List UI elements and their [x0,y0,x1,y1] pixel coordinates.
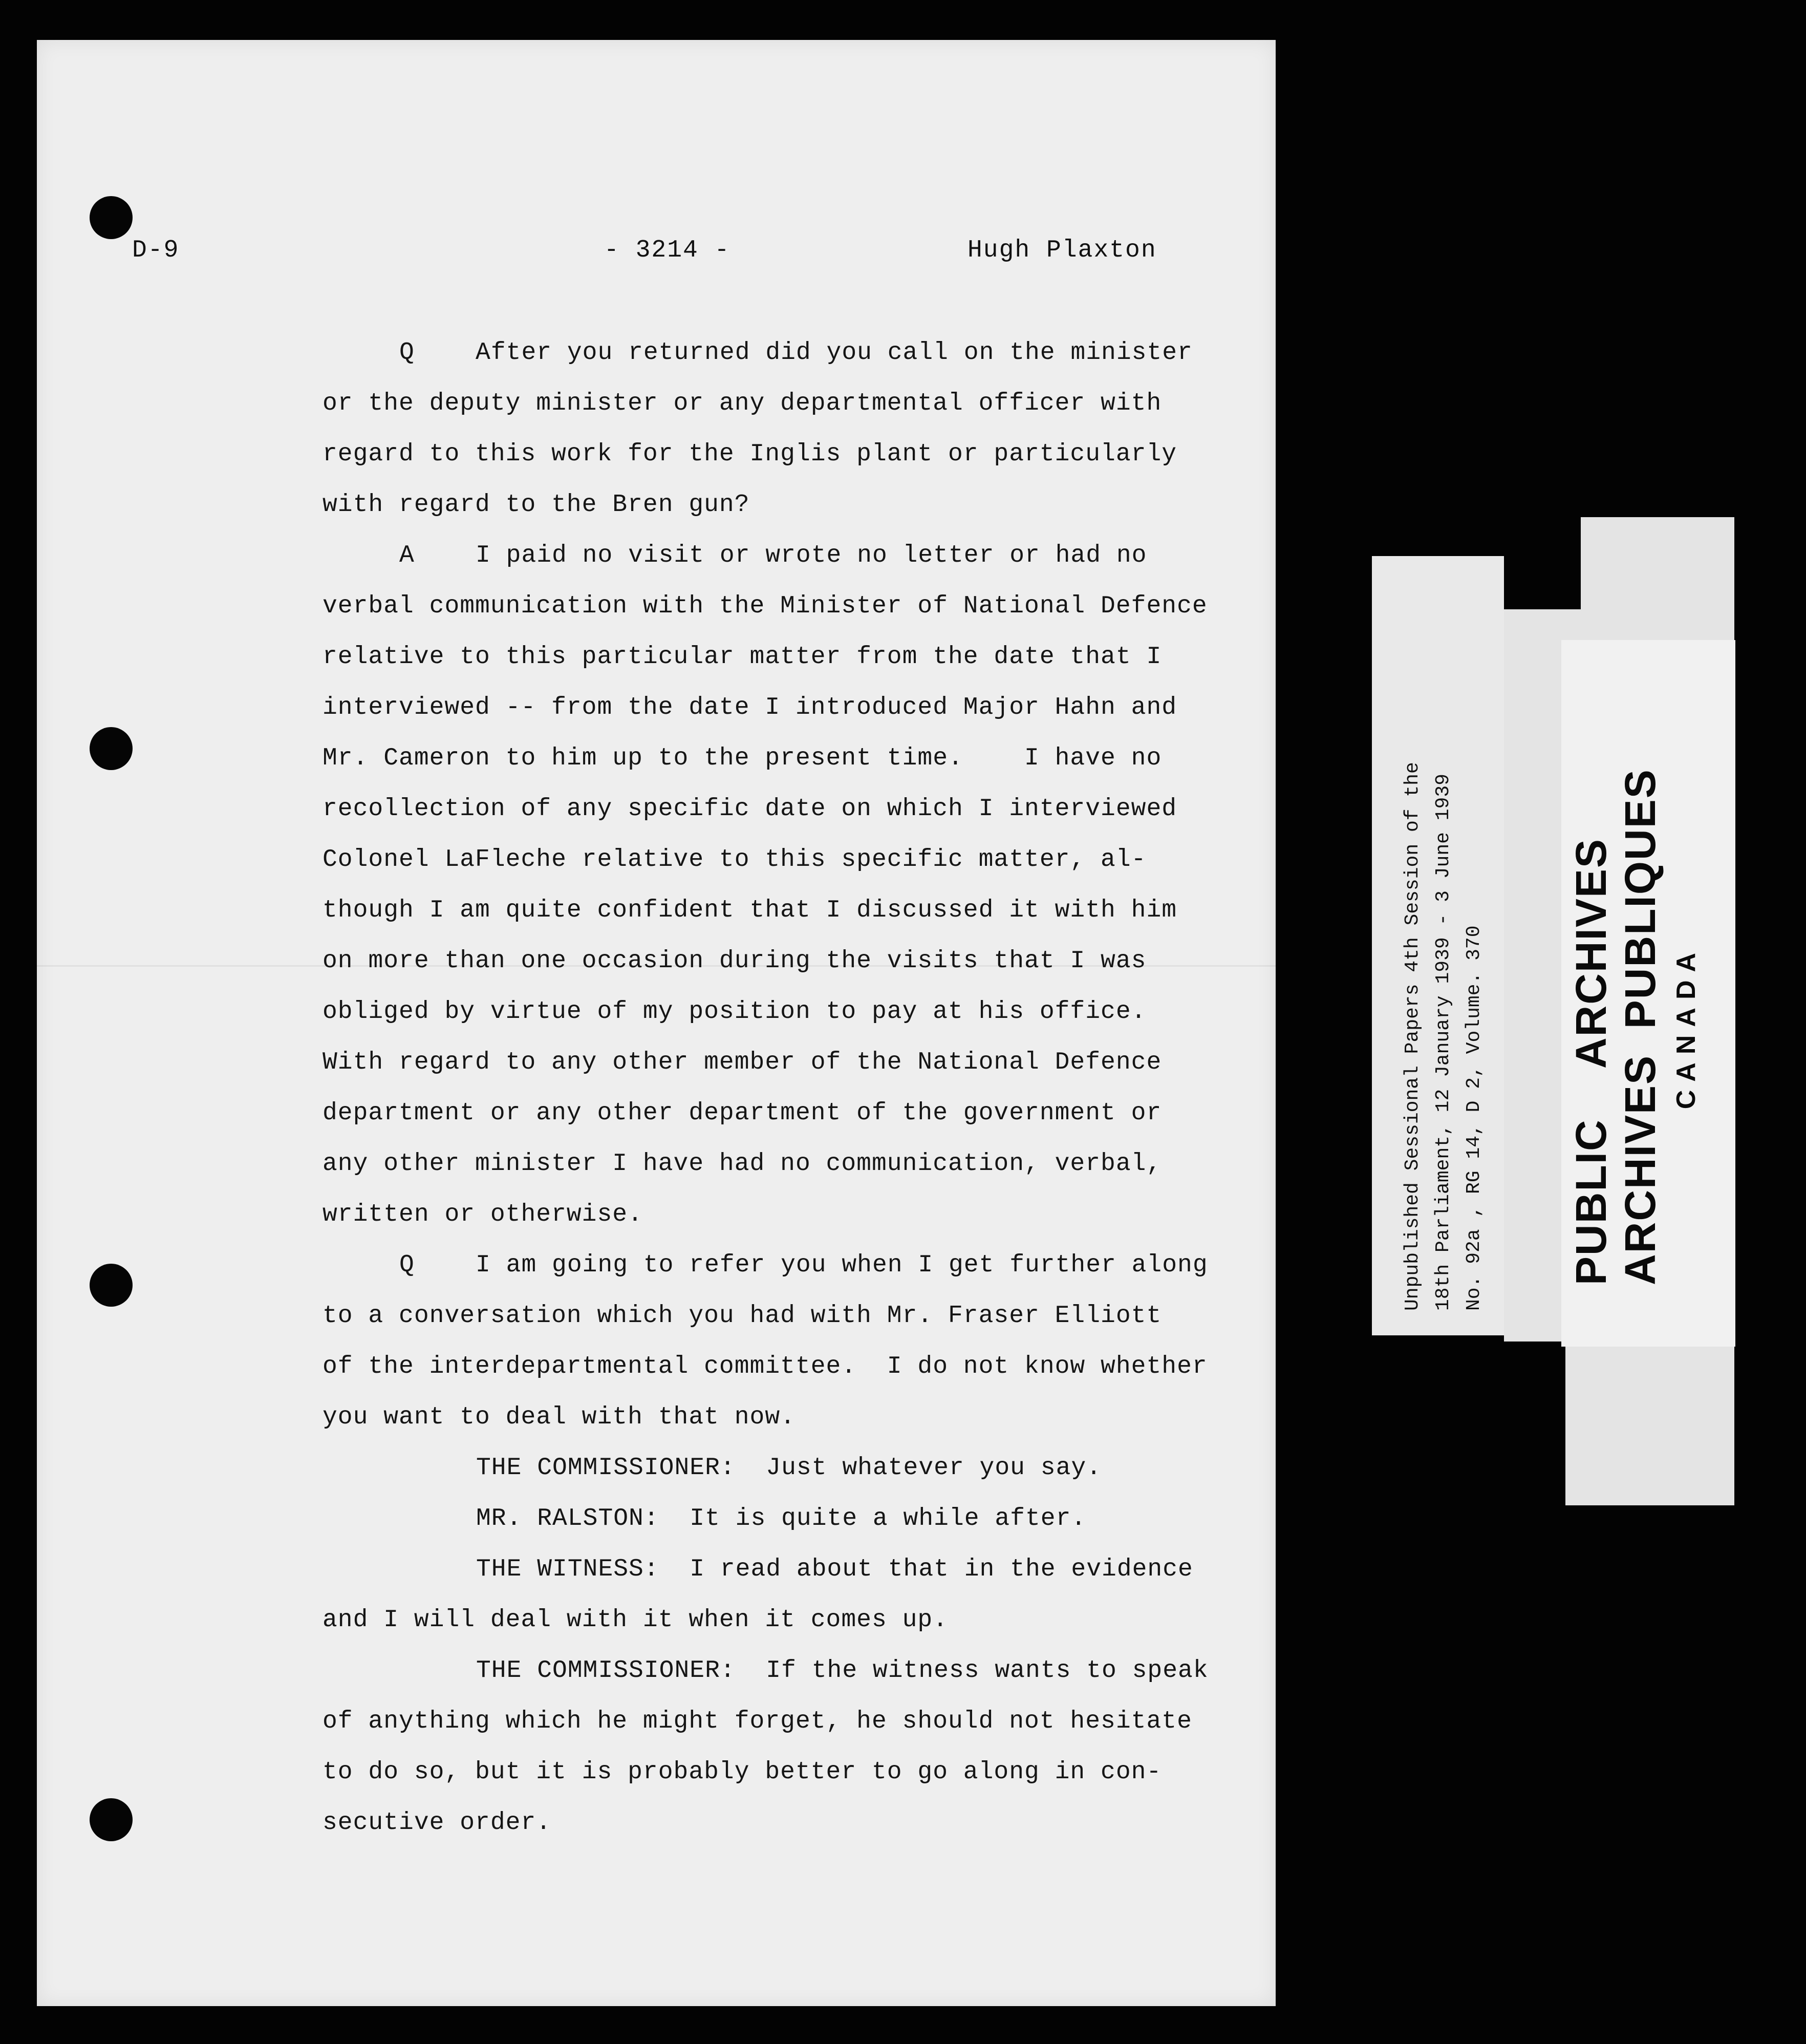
transcript-line: relative to this particular matter from the date that I [322,643,1162,671]
transcript-line: With regard to any other member of the National Defence [322,1049,1162,1076]
transcript-line: to do so, but it is probably better to go along in con- [322,1758,1162,1786]
transcript-line: verbal communication with the Minister of National Defence [322,592,1208,620]
transcript-line: interviewed -- from the date I introduced Major Hahn and [322,694,1177,721]
transcript-line: Q After you returned did you call on the minister [399,339,1193,367]
transcript-line: though I am quite confident that I discussed it with him [322,897,1177,924]
transcript-line: of the interdepartmental committee. I do not know whether [322,1353,1208,1380]
transcript-line: or the deputy minister or any departmental officer with [322,390,1162,417]
transcript-line: on more than one occasion during the visits that I was [322,947,1147,975]
archive-tab-notch [1504,517,1581,609]
transcript-line: obliged by virtue of my position to pay at his office. [322,998,1147,1026]
header-witness-name: Hugh Plaxton [967,237,1157,264]
transcript-line: THE COMMISSIONER: If the witness wants to speak [476,1657,1209,1685]
transcript-line: A I paid no visit or wrote no letter or had no [399,542,1147,569]
transcript-line: THE COMMISSIONER: Just whatever you say. [476,1454,1102,1482]
punch-hole [90,196,133,239]
transcript-line: MR. RALSTON: It is quite a while after. [476,1505,1087,1532]
archives-stamp [1566,769,1708,1285]
header-page-number: - 3214 - [604,237,730,264]
transcript-line: department or any other department of the government or [322,1099,1162,1127]
punch-hole [90,727,133,770]
archive-reference-text [1397,762,1490,1311]
archive-tab-notch [1504,1342,1565,1505]
stamp-row-english: PUBLIC ARCHIVES [1567,838,1615,1285]
archive-reference-line: Unpublished Sessional Papers 4th Session of the [1402,762,1424,1311]
punch-hole [90,1264,133,1307]
transcript-line: with regard to the Bren gun? [322,491,750,519]
transcript-line: Q I am going to refer you when I get further along [399,1251,1208,1279]
transcript-line: regard to this work for the Inglis plant or particularly [322,440,1177,468]
stamp-row-french: ARCHIVES PUBLIQUES [1616,769,1664,1285]
transcript-line: secutive order. [322,1809,552,1837]
transcript-line: THE WITNESS: I read about that in the evidence [476,1556,1193,1583]
transcript-line: and I will deal with it when it comes up. [322,1606,948,1634]
stamp-row-country: CANADA [1671,944,1701,1110]
archive-reference-line: 18th Parliament, 12 January 1939 - 3 June 1939 [1432,774,1454,1311]
transcript-line: Mr. Cameron to him up to the present time. I have no [322,744,1162,772]
punch-hole [90,1798,133,1841]
transcript-line: to a conversation which you had with Mr. Fraser Elliott [322,1302,1162,1330]
header-section-code: D-9 [132,237,180,264]
transcript-line: you want to deal with that now. [322,1403,795,1431]
transcript-line: Colonel LaFleche relative to this specific matter, al- [322,846,1147,874]
archive-reference-line: No. 92a , RG 14, D 2, Volume. 370 [1463,925,1485,1311]
transcript-line: any other minister I have had no communication, verbal, [322,1150,1162,1178]
transcript-line: written or otherwise. [322,1201,643,1228]
transcript-body [322,328,1254,1848]
transcript-line: recollection of any specific date on which I interviewed [322,795,1177,823]
transcript-line: of anything which he might forget, he should not hesitate [322,1708,1192,1735]
